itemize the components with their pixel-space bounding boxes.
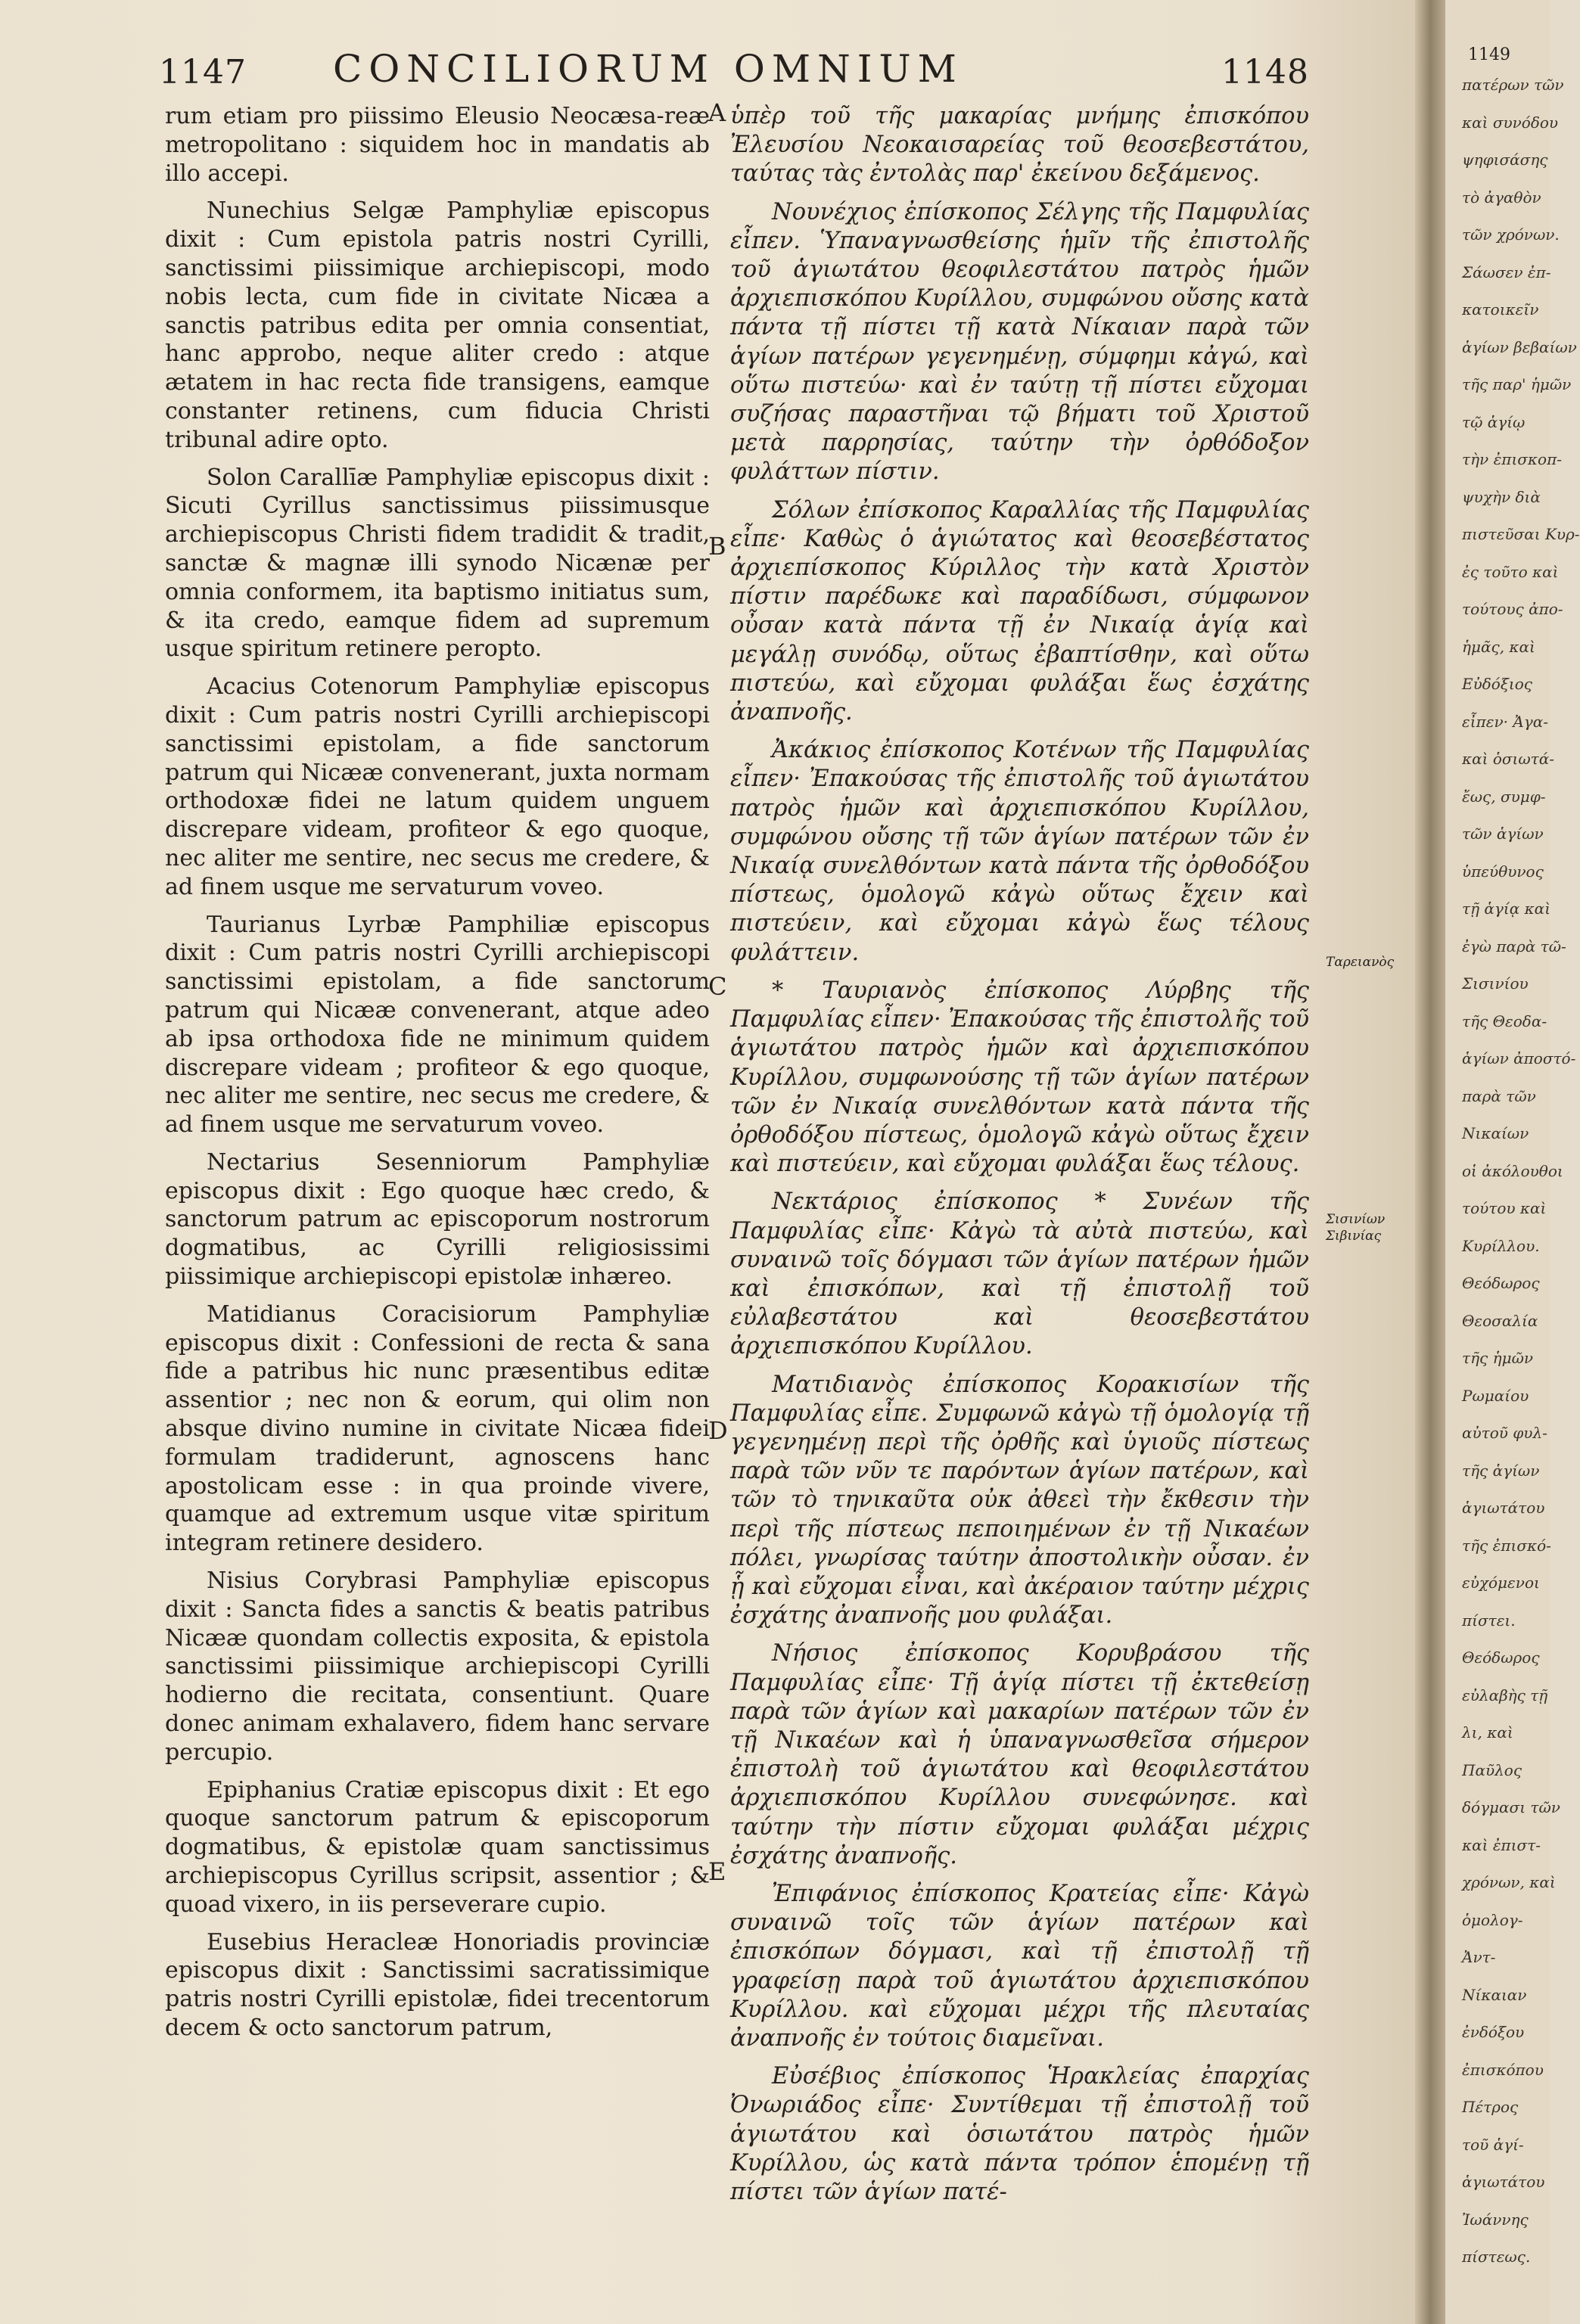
page-number-right: 1148 (1221, 53, 1309, 92)
facing-page-line: τοῦ ἁγί- (1462, 2135, 1524, 2154)
facing-page-line: τούτου καὶ (1462, 1199, 1547, 1217)
greek-paragraph: Ματιδιανὸς ἐπίσκοπος Κορακισίων τῆς Παμφυλίας εἶπε. Συμφωνῶ κἀγὼ τῇ ὁμολογίᾳ τῇ γεγενημένῃ περὶ τῆς ὀρθῆς καὶ ὑγιοῦς πίστεως παρὰ τῶν νῦν τε παρόντων ἁγίων πατέρων, καὶ τῶν τὸ τηνικαῦτα οὐκ ἀθεεὶ τὴν ἔκθεσιν τὴν περὶ τῆς πίστεως πεποιημένων ἐν τῇ Νικαέων πόλει, γνωρίσας ταύτην ἀποστολικὴν οὖσαν. ἐν ᾗ καὶ εὔχομαι εἶναι, καὶ ἀκέραιον ταύτην μέχρις ἐσχάτης ἀναπνοῆς μου φυλάξαι. (730, 1371, 1309, 1630)
latin-paragraph: Solon Carallīæ Pamphyliæ episcopus dixit : Sicuti Cyrillus sanctissimus piissimusque archiepiscopus Christi fidem tradidit & tradit, sanctæ & magnæ illi synodo Nicænæ per omnia conformem, ita baptismo initiatus sum, & ita credo, eamque fidem ad supremum usque spiritum retinere peropto. (165, 464, 710, 663)
page-number-left: 1147 (159, 53, 247, 92)
latin-paragraph: Nunechius Selgæ Pamphyliæ episcopus dixit : Cum epistola patris nostri Cyrilli, sanctissimi piissimique archiepiscopi, modo nobis lecta, cum fide in civitate Nicæa a sanctis patribus edita per omnia consentiat, hanc approbo, neque aliter credo : atque ætatem in hac recta fide transigens, eamque constanter retinens, cum fiducia Christi tribunal adire opto. (165, 197, 710, 453)
greek-paragraph: Ἀκάκιος ἐπίσκοπος Κοτένων τῆς Παμφυλίας εἶπεν· Ἐπακούσας τῆς ἐπιστολῆς τοῦ ἁγιωτάτου πατρὸς ἡμῶν καὶ ἀρχιεπισκόπου Κυρίλλου, συμφώνου οὔσης τῇ τῶν ἁγίων πατέρων τῶν ἐν Νικαίᾳ συνελθόντων κατὰ πάντα τῆς ὀρθοδόξου πίστεως, ὁμολογῶ κἀγὼ οὕτως ἔχειν καὶ πιστεύειν, καὶ εὔχομαι κἀγὼ ἕως τέλους φυλάττειν. (730, 737, 1309, 966)
facing-page-line: τὸ ἀγαθὸν (1462, 188, 1541, 207)
facing-page-line: Θεόδωρος (1462, 1274, 1540, 1292)
facing-page-line: Νικαίων (1462, 1124, 1529, 1142)
greek-paragraph: Σόλων ἐπίσκοπος Καραλλίας τῆς Παμφυλίας εἶπε· Καθὼς ὁ ἁγιώτατος καὶ θεοσεβέστατος ἀρχιεπίσκοπος Κύριλλος τὴν κατὰ Χριστὸν πίστιν παρέδωκε καὶ παραδίδωσι, σύμφωνον οὖσαν κατὰ πάντα τῇ ἐν Νικαίᾳ ἁγίᾳ καὶ μεγάλῃ συνόδῳ, οὕτως ἐβαπτίσθην, καὶ οὕτω πιστεύω, καὶ εὔχομαι φυλάξαι ἕως ἐσχάτης ἀναπνοῆς. (730, 496, 1309, 726)
latin-paragraph: Matidianus Coracisiorum Pamphyliæ episcopus dixit : Confessioni de recta & sana fide a patribus hic nunc præsentibus editæ assentior ; nec non & eorum, qui olim non absque divino numine in civitate Nicæa fidei formulam tradiderunt, agnoscens hanc apostolicam esse : in qua proinde vivere, quamque ad extremum usque vitæ spiritum integram retinere desidero. (165, 1300, 710, 1557)
greek-paragraph: Νήσιος ἐπίσκοπος Κορυβράσου τῆς Παμφυλίας εἶπε· Τῇ ἁγίᾳ πίστει τῇ ἐκτεθείσῃ παρὰ τῶν ἁγίων καὶ μακαρίων πατέρων τῶν ἐν τῇ Νικαέων καὶ ἡ ὑπαναγνωσθεῖσα σήμερον ἐπιστολὴ τοῦ ἁγιωτάτου καὶ θεοφιλεστάτου ἀρχιεπισκόπου Κυρίλλου συνεφώνησε. καὶ ταύτην τὴν πίστιν εὔχομαι φυλάξαι μέχρις ἐσχάτης ἀναπνοῆς. (730, 1640, 1309, 1869)
facing-page-line: Νίκαιαν (1462, 1985, 1527, 2004)
book-gutter (1415, 0, 1445, 2324)
facing-page-line: ἐπισκόπου (1462, 2060, 1544, 2079)
latin-paragraph: Taurianus Lyrbæ Pamphiliæ episcopus dixit : Cum patris nostri Cyrilli archiepiscopi sanctissimi epistolam, a fide sanctorum patrum qui Nicææ convenerant, atque adeo ab ipsa orthodoxa fide ne minimum quidem discrepare videam ; profiteor & ego quoque, nec aliter me sentire, nec secus me credere, & ad finem usque me servaturum voveo. (165, 911, 710, 1139)
facing-page-line: τῆς ἡμῶν (1462, 1349, 1534, 1367)
running-header (159, 47, 1309, 100)
facing-page-line: Ἀντ- (1462, 1948, 1496, 1966)
facing-page-line: ἁγίων βεβαίων (1462, 337, 1577, 356)
greek-paragraph: Ἐπιφάνιος ἐπίσκοπος Κρατείας εἶπε· Κἀγὼ συναινῶ τοῖς τῶν ἁγίων πατέρων καὶ ἐπισκόπων δόγμασι, καὶ τῇ ἐπιστολῇ τῇ γραφείσῃ παρὰ τοῦ ἁγιωτάτου ἀρχιεπισκόπου Κυρίλλου. καὶ εὔχομαι μέχρι τῆς πλευταίας ἀναπνοῆς ἐν τούτοις διαμεῖναι. (730, 1880, 1309, 2052)
facing-page-line: τῆς ἁγίων (1462, 1461, 1540, 1480)
facing-page-line: ἁγιωτάτου (1462, 2173, 1545, 2191)
facing-page-line: πίστει. (1462, 1611, 1516, 1630)
facing-page-line: τῇ ἁγίᾳ καὶ (1462, 899, 1551, 918)
facing-page-line: Εὐδόξιος (1462, 675, 1532, 693)
facing-page-line: εὐλαβὴς τῇ (1462, 1686, 1548, 1704)
running-title: CONCILIORUM OMNIUM (333, 47, 963, 91)
latin-paragraph: Nectarius Sesenniorum Pamphyliæ episcopus dixit : Ego quoque hæc credo, & sanctorum patrum ac episcoporum nostrorum dogmatibus, ac Cyrilli religiosissimi piissimique archiepiscopi epistolæ inhæreo. (165, 1148, 710, 1291)
facing-page-line: οἱ ἀκόλουθοι (1462, 1161, 1563, 1180)
facing-page-line: ἡμᾶς, καὶ (1462, 637, 1535, 656)
greek-paragraph: * Ταυριανὸς ἐπίσκοπος Λύρβης τῆς Παμφυλίας εἶπεν· Ἐπακούσας τῆς ἐπιστολῆς τοῦ ἁγιωτάτου πατρὸς ἡμῶν καὶ ἀρχιεπισκόπου Κυρίλλου, συμφωνούσης τῇ τῶν ἁγίων πατέρων τῶν ἐν Νικαίᾳ συνελθόντων κατὰ πάντα τῆς ὀρθοδόξου πίστεως, ὁμολογῶ κἀγὼ οὕτως ἔχειν καὶ πιστεύειν, καὶ εὔχομαι φυλάξαι ἕως τέλους. (730, 977, 1309, 1178)
facing-page-line: ὁμολογ- (1462, 1910, 1523, 1929)
facing-page-line: ἐνδόξου (1462, 2023, 1525, 2041)
side-note-1: Ταρειανὸς (1326, 955, 1395, 970)
facing-page-line: τῆς ἐπισκό- (1462, 1536, 1551, 1555)
facing-page-line: τῷ ἁγίῳ (1462, 412, 1526, 431)
facing-page-line: ἐς τοῦτο καὶ (1462, 562, 1559, 581)
facing-page-line: ἁγίων ἀποστό- (1462, 1049, 1576, 1067)
margin-letter-e: E (708, 1857, 726, 1886)
facing-page-line: τῆς Θεοδα- (1462, 1011, 1547, 1030)
facing-page-line: ἔως, συμφ- (1462, 787, 1546, 806)
facing-page-line: κατοικεῖν (1462, 300, 1539, 318)
facing-page-line: ὑπεύθυνος (1462, 862, 1544, 881)
greek-paragraph: Εὐσέβιος ἐπίσκοπος Ἡρακλείας ἐπαρχίας Ὀνωριάδος εἶπε· Συντίθεμαι τῇ ἐπιστολῇ τοῦ ἁγιωτάτου καὶ ὁσιωτάτου πατρὸς ἡμῶν Κυρίλλου, ὡς κατὰ πάντα τρόπον ἑπομένῃ τῇ πίστει τῶν ἁγίων πατέ- (730, 2063, 1309, 2206)
latin-paragraph: Epiphanius Cratiæ episcopus dixit : Et ego quoque sanctorum patrum & episcoporum dogmatibus, & epistolæ quam sanctissimus archiepiscopus Cyrillus scripsit, assentior ; & quoad vixero, in iis perseverare cupio. (165, 1776, 710, 1918)
latin-paragraph: Acacius Cotenorum Pamphyliæ episcopus dixit : Cum patris nostri Cyrilli archiepiscopi sanctissimi epistolam, a fide sanctorum patrum qui Nicææ convenerant, juxta normam orthodoxæ fidei ne latum quidem unguem discrepare videam, profiteor & ego quoque, nec aliter me sentire, nec secus me credere, & ad finem usque me servaturum voveo. (165, 673, 710, 900)
facing-page-line: λι, καὶ (1462, 1723, 1513, 1741)
facing-page-line: Ρωμαίου (1462, 1386, 1529, 1405)
facing-page-line: αὐτοῦ φυλ- (1462, 1424, 1547, 1442)
facing-page-line: εἶπεν· Ἀγα- (1462, 712, 1548, 731)
facing-page-line: Θεόδωρος (1462, 1648, 1540, 1667)
facing-page-line: ψηφισάσης (1462, 151, 1548, 169)
facing-page-line: ἐγὼ παρὰ τῶ- (1462, 937, 1566, 955)
facing-page-line: τὴν ἐπισκοπ- (1462, 450, 1562, 468)
facing-page-line: Θεοσαλία (1462, 1311, 1538, 1330)
side-note-3: Σιβινίας (1326, 1229, 1382, 1244)
facing-page (1445, 0, 1580, 2324)
facing-page-line: Ἰωάννης (1462, 2210, 1529, 2229)
facing-page-line: τῶν χρόνων. (1462, 225, 1560, 244)
facing-page-line: παρὰ τῶν (1462, 1086, 1536, 1105)
facing-page-line: πατέρων τῶν (1462, 76, 1564, 94)
facing-page-line: χρόνων, καὶ (1462, 1873, 1556, 1891)
margin-letter-a: A (708, 98, 726, 127)
facing-page-line: Σάωσεν ἐπ- (1462, 263, 1551, 281)
facing-page-line: ψυχὴν διὰ (1462, 487, 1541, 506)
facing-page-line: Σισινίου (1462, 974, 1529, 993)
facing-page-line: καὶ ἐπιστ- (1462, 1835, 1541, 1854)
greek-paragraph: Νουνέχιος ἐπίσκοπος Σέλγης τῆς Παμφυλίας εἶπεν. Ὑπαναγνωσθείσης ἡμῖν τῆς ἐπιστολῆς τοῦ ἁγιωτάτου θεοφιλεστάτου πατρὸς ἡμῶν ἀρχιεπισκόπου Κυρίλλου, συμφώνου οὔσης κατὰ πάντα τῇ πίστει τῇ κατὰ Νίκαιαν παρὰ τῶν ἁγίων πατέρων γεγενημένῃ, σύμφημι κἀγώ, καὶ οὕτω πιστεύω· καὶ ἐν ταύτῃ τῇ πίστει εὔχομαι συζήσας παραστῆναι τῷ βήματι τοῦ Χριστοῦ μετὰ παρρησίας, ταύτην τὴν ὀρθόδοξον φυλάττων πίστιν. (730, 198, 1309, 486)
greek-paragraph: ὑπὲρ τοῦ τῆς μακαρίας μνήμης ἐπισκόπου Ἐλευσίου Νεοκαισαρείας τοῦ θεοσεβεστάτου, ταύτας τὰς ἐντολὰς παρ' ἐκείνου δεξάμενος. (730, 103, 1309, 188)
facing-page-number: 1149 (1468, 45, 1510, 64)
margin-letter-d: D (708, 1416, 728, 1445)
margin-letter-c: C (708, 972, 727, 1001)
facing-page-line: τῆς παρ' ἡμῶν (1462, 375, 1572, 393)
greek-column (730, 102, 1309, 2216)
facing-page-line: τούτους ἀπο- (1462, 600, 1563, 618)
facing-page-line: εὐχόμενοι (1462, 1574, 1540, 1592)
facing-page-line: πίστεως. (1462, 2248, 1531, 2266)
side-note-2: Σισινίων (1326, 1212, 1386, 1227)
latin-paragraph: Eusebius Heracleæ Honoriadis provinciæ episcopus dixit : Sanctissimi sacratissimique patris nostri Cyrilli epistolæ, fidei trecentorum decem & octo sanctorum patrum, (165, 1928, 710, 2041)
facing-page-line: καὶ ὁσιωτά- (1462, 750, 1554, 768)
latin-column (165, 102, 710, 2052)
facing-page-line: Πέτρος (1462, 2098, 1519, 2116)
facing-page-line: ἁγιωτάτου (1462, 1499, 1545, 1517)
facing-page-line: καὶ συνόδου (1462, 113, 1559, 132)
latin-paragraph: rum etiam pro piissimo Eleusio Neocæsa-reæ metropolitano : siquidem hoc in mandatis ab illo accepi. (165, 103, 710, 187)
latin-paragraph: Nisius Corybrasi Pamphyliæ episcopus dixit : Sancta fides a sanctis & beatis patribus Nicææ quondam collectis exposita, & epistola sanctissimi piissimique archiepiscopi Cyrilli hodierno die recitata, consentiunt. Quare donec animam exhalavero, fidem hanc servare percupio. (165, 1567, 710, 1766)
greek-paragraph: Νεκτάριος ἐπίσκοπος * Συνέων τῆς Παμφυλίας εἶπε· Κἀγὼ τὰ αὐτὰ πιστεύω, καὶ συναινῶ τοῖς δόγμασι τῶν ἁγίων πατέρων ἡμῶν καὶ ἐπισκόπων, καὶ τῇ ἐπιστολῇ τοῦ εὐλαβεστάτου καὶ θεοσεβεστάτου ἀρχιεπισκόπου Κυρίλλου. (730, 1188, 1309, 1360)
facing-page-line: Παῦλος (1462, 1760, 1522, 1779)
facing-page-line: Κυρίλλου. (1462, 1236, 1540, 1255)
facing-page-line: πιστεῦσαι Κυρ- (1462, 525, 1580, 543)
margin-letter-b: B (708, 532, 726, 561)
facing-page-line: δόγμασι τῶν (1462, 1798, 1560, 1816)
facing-page-line: τῶν ἁγίων (1462, 825, 1544, 843)
